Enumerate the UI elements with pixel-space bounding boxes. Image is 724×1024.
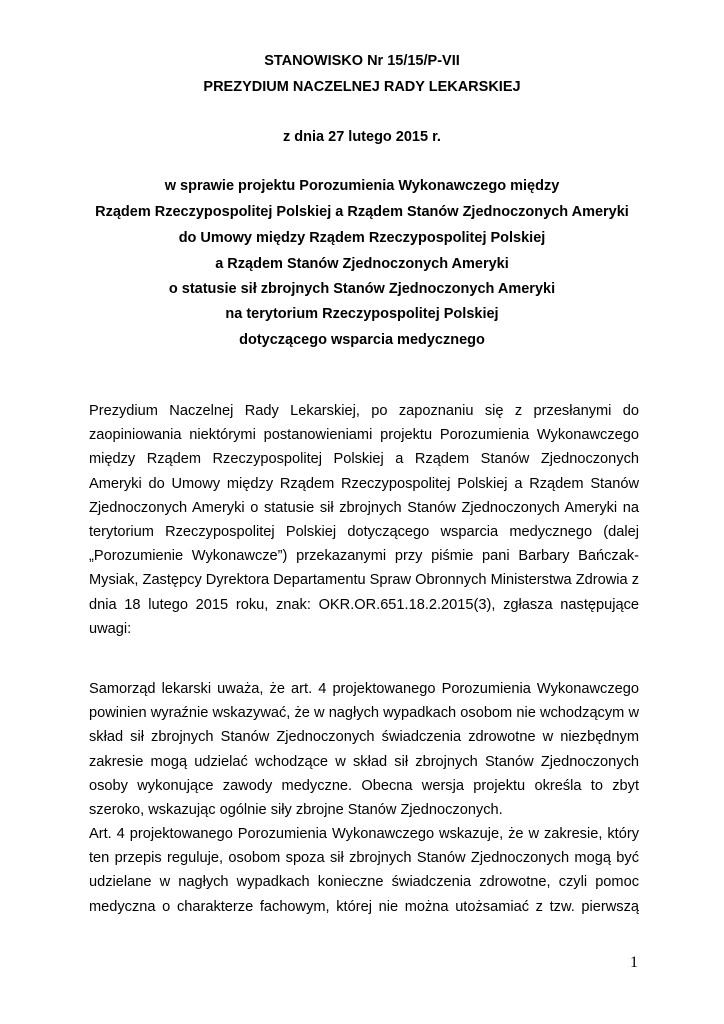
text-line: terytorium Rzeczypospolitej Polskiej dotyczącego wsparcia medycznego (dalej <box>89 523 639 540</box>
text-line: medyczna o charakterze fachowym, której nie można utożsamiać z tzw. pierwszą <box>89 898 639 915</box>
text-line: Zjednoczonych Ameryki o statusie sił zbrojnych Stanów Zjednoczonych Ameryki na <box>89 499 639 516</box>
subject-line: na terytorium Rzeczypospolitej Polskiej <box>225 306 499 322</box>
text-line: szeroko, wskazując ogólnie siły zbrojne Stanów Zjednoczonych. <box>89 801 503 818</box>
text-line: Mysiak, Zastępcy Dyrektora Departamentu Spraw Obronnych Ministerstwa Zdrowia z <box>89 572 639 589</box>
subject-line: dotyczącego wsparcia medycznego <box>239 332 485 348</box>
paragraph-introduction <box>89 399 639 641</box>
text-line: powinien wyraźnie wskazywać, że w nagłych wypadkach osobom nie wchodzącym w <box>89 705 639 722</box>
text-line: Ameryki do Umowy między Rządem Rzeczypospolitej Polskiej a Rządem Stanów <box>89 475 639 492</box>
text-line: dnia 18 lutego 2015 roku, znak: OKR.OR.651.18.2.2015(3), zgłasza następujące <box>89 596 639 613</box>
text-line: Prezydium Naczelnej Rady Lekarskiej, po zapoznaniu się z przesłanymi do <box>89 403 639 419</box>
text-line: osoby wykonujące zawody medyczne. Obecna wersja projektu określa to zbyt <box>89 777 639 794</box>
paragraph-remark-1 <box>89 677 639 822</box>
text-line: udzielane w nagłych wypadkach konieczne świadczenia zdrowotne, czyli pomoc <box>89 874 639 891</box>
document-date: z dnia 27 lutego 2015 r. <box>283 129 441 145</box>
text-line: Samorząd lekarski uważa, że art. 4 projektowanego Porozumienia Wykonawczego <box>89 681 639 697</box>
subject-line: a Rządem Stanów Zjednoczonych Ameryki <box>215 256 509 272</box>
text-line: „Porozumienie Wykonawcze”) przekazanymi przy piśmie pani Barbary Bańczak- <box>89 548 639 565</box>
subject-line: w sprawie projektu Porozumienia Wykonawczego między <box>164 178 560 194</box>
text-line: uwagi: <box>89 620 132 637</box>
text-line: zaopiniowania niektórymi postanowieniami projektu Porozumienia Wykonawczego <box>89 427 639 444</box>
text-line: ten przepis reguluje, osobom spoza sił zbrojnych Stanów Zjednoczonych mogą być <box>89 850 639 867</box>
text-line: zakresie mogą udzielać wchodzące w skład sił zbrojnych Stanów Zjednoczonych <box>89 753 639 770</box>
subject-line: do Umowy między Rządem Rzeczypospolitej Polskiej <box>178 230 546 246</box>
paragraph-remark-2 <box>89 822 639 919</box>
issuing-body: PREZYDIUM NACZELNEJ RADY LEKARSKIEJ <box>203 79 521 95</box>
subject-line: Rządem Rzeczypospolitej Polskiej a Rządem Stanów Zjednoczonych Ameryki <box>95 204 629 220</box>
text-line: Art. 4 projektowanego Porozumienia Wykonawczego wskazuje, że w zakresie, który <box>89 826 639 842</box>
document-title: STANOWISKO Nr 15/15/P-VII <box>264 53 460 69</box>
subject-line: o statusie sił zbrojnych Stanów Zjednoczonych Ameryki <box>168 281 556 297</box>
page-number: 1 <box>630 954 638 971</box>
text-line: skład sił zbrojnych Stanów Zjednoczonych świadczenia zdrowotne w niezbędnym <box>89 729 639 746</box>
text-line: między Rządem Rzeczypospolitej Polskiej a Rządem Stanów Zjednoczonych <box>89 451 639 468</box>
